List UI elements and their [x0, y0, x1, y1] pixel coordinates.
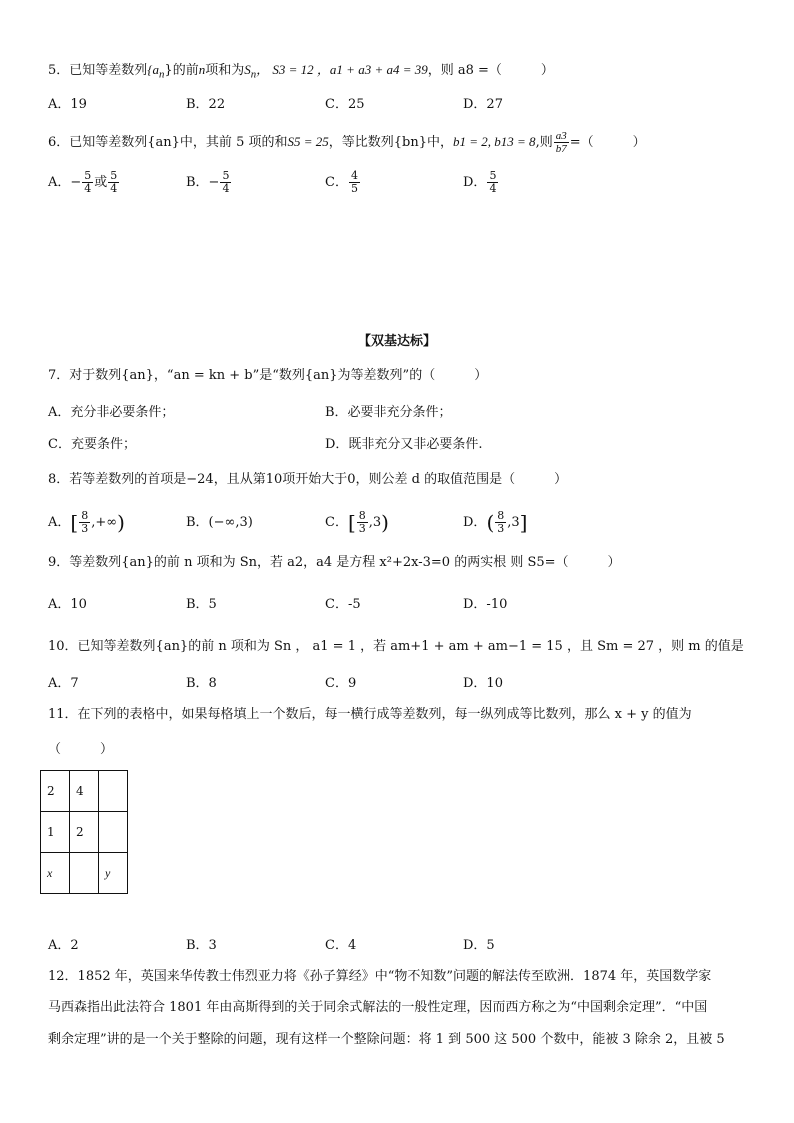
q6-option-b — [186, 170, 232, 195]
q6-optc-frac — [349, 170, 360, 195]
q12-line-1: 12．1852 年，英国来华传教士伟烈亚力将《孙子算经》中“物不知数”问题的解法传至欧洲．1874 年，英国数学家 — [48, 969, 712, 984]
q5-stem-mid2: 项和为 — [205, 63, 245, 78]
q5-option-c: C．25 — [325, 97, 365, 112]
section-title: 【双基达标】 — [357, 334, 436, 349]
q7-stem: 7．对于数列{an}，“an = kn + b”是“数列{an}为等差数列”的（ ） — [48, 368, 488, 383]
q8-option-b: B．(−∞,3) — [186, 515, 253, 530]
q11-stem: 11．在下列的表格中，如果每格填上一个数后，每一横行成等差数列，每一纵列成等比数列，那么 x + y 的值为 — [48, 707, 692, 722]
q8-optc-num: 8 — [358, 509, 366, 522]
q5-seq-close: } — [164, 63, 173, 78]
q8-optc-frac — [357, 510, 368, 535]
q8-opta-pre: A． — [48, 515, 71, 530]
table-row — [41, 812, 128, 853]
q6-stem — [48, 130, 646, 155]
q6-opta-frac1 — [82, 170, 93, 195]
q5-seq-sub: n — [158, 68, 165, 81]
q6-optc-den: 5 — [350, 182, 358, 195]
q12-line-3: 剩余定理”讲的是一个关于整除的问题，现有这样一个整除问题：将 1 到 500 这 500 个数中，能被 3 除余 2，且被 5 — [48, 1032, 725, 1047]
q9-option-a: A．10 — [48, 597, 87, 612]
q8-opta-den: 3 — [81, 522, 89, 535]
q8-optd-pre: D． — [463, 515, 487, 530]
q6-stem-mid: ，等比数列{bn}中， — [328, 135, 454, 150]
q6-tail: =（ ） — [569, 135, 646, 150]
q9-stem: 9．等差数列{an}的前 n 项和为 Sn，若 a2，a4 是方程 x²+2x-3=0 的两实根 则 S5=（ ） — [48, 555, 621, 570]
q5-stem — [48, 61, 554, 84]
table-row — [41, 853, 128, 894]
q6-optc-pre: C． — [325, 175, 348, 190]
q6-optd-den: 4 — [489, 182, 497, 195]
q6-stem-pre: 6．已知等差数列{an}中，其前 5 项的和 — [48, 135, 288, 150]
q7-option-d: D．既非充分又非必要条件. — [325, 437, 483, 452]
q6-optb-den: 4 — [222, 182, 230, 195]
q5-stem-pre: 5．已知等差数列 — [48, 63, 148, 78]
q6-optb-num: 5 — [222, 169, 230, 182]
q6-cond: b1 = 2, b13 = 8 — [453, 134, 536, 149]
q6-tail-pre: ,则 — [535, 135, 553, 150]
q6-opta-den2: 4 — [110, 182, 118, 195]
q6-optb-pre: B．− — [186, 175, 220, 190]
q8-option-c — [325, 510, 389, 535]
q7-option-a: A．充分非必要条件； — [48, 405, 175, 420]
q10-option-b: B．8 — [186, 676, 217, 691]
q6-fraction — [554, 130, 569, 155]
q8-opta-tail: ,+∞ — [91, 515, 118, 530]
q6-optd-frac — [487, 170, 498, 195]
q8-optc-den: 3 — [358, 522, 366, 535]
q8-optd-frac — [495, 510, 506, 535]
table-cell: 1 — [41, 812, 70, 853]
q5-seq: {a — [147, 62, 159, 77]
q5-cond1: ， S3 = 12 ， — [256, 62, 330, 77]
q6-s5: S5 = 25 — [287, 134, 329, 149]
q6-option-a — [48, 170, 120, 195]
table-cell: 2 — [41, 771, 70, 812]
q6-opta-pre: A．− — [48, 175, 82, 190]
q8-stem: 8．若等差数列的首项是−24，且从第10项开始大于0，则公差 d 的取值范围是（ ） — [48, 472, 568, 487]
q6-frac-den: b7 — [555, 143, 567, 155]
q10-option-a: A．7 — [48, 676, 79, 691]
q8-optd-tail: ,3 — [507, 515, 520, 530]
q5-S-sub: n — [250, 68, 257, 81]
table-cell — [99, 812, 128, 853]
q5-option-d: D．27 — [463, 97, 503, 112]
q5-stem-mid: 的前 — [172, 63, 199, 78]
q6-optb-frac — [220, 170, 231, 195]
q11-option-c: C．4 — [325, 938, 357, 953]
q6-opta-num2: 5 — [110, 169, 118, 182]
table-row — [41, 771, 128, 812]
q11-paren: （ ） — [48, 742, 114, 757]
q9-option-c: C．-5 — [325, 597, 361, 612]
table-cell: y — [99, 853, 128, 894]
q10-option-d: D．10 — [463, 676, 503, 691]
q5-option-b: B．22 — [186, 97, 226, 112]
q8-optc-pre: C． — [325, 515, 348, 530]
q7-option-c: C．充要条件； — [48, 437, 136, 452]
q6-option-d — [463, 170, 499, 195]
q8-optc-rparen: ) — [381, 510, 389, 535]
q9-option-d: D．-10 — [463, 597, 508, 612]
q12-line-2: 马西森指出此法符合 1801 年由高斯得到的关于同余式解法的一般性定理，因而西方称之为“中国剩余定理”．“中国 — [48, 1000, 708, 1015]
q9-option-b: B．5 — [186, 597, 217, 612]
q5-cond2: a1 + a3 + a4 = 39 — [329, 62, 428, 77]
q6-optc-num: 4 — [350, 169, 358, 182]
q8-opta-lbracket: [ — [70, 510, 79, 535]
table-cell — [70, 853, 99, 894]
q10-option-c: C．9 — [325, 676, 357, 691]
q6-optd-pre: D． — [463, 175, 487, 190]
table-cell: 2 — [70, 812, 99, 853]
q11-option-b: B．3 — [186, 938, 217, 953]
q7-option-b: B．必要非充分条件； — [325, 405, 452, 420]
q5-option-a: A．19 — [48, 97, 87, 112]
q6-opta-num1: 5 — [84, 169, 92, 182]
q8-optd-rbracket: ] — [519, 510, 528, 535]
q6-opta-den1: 4 — [84, 182, 92, 195]
q5-tail: ，则 a8 =（ ） — [427, 63, 554, 78]
q8-opta-rparen: ) — [117, 510, 125, 535]
q8-option-a — [48, 510, 125, 535]
table-cell: 4 — [70, 771, 99, 812]
q6-opta-mid: 或 — [94, 175, 108, 190]
q8-optd-den: 3 — [497, 522, 505, 535]
q6-optd-num: 5 — [489, 169, 497, 182]
q8-opta-frac — [79, 510, 90, 535]
q11-option-d: D．5 — [463, 938, 495, 953]
q8-optc-lbracket: [ — [347, 510, 356, 535]
q10-stem: 10．已知等差数列{an}的前 n 项和为 Sn ， a1 = 1 ，若 am+1 + am + am−1 = 15 ，且 Sm = 27 ，则 m 的值是 — [48, 639, 744, 654]
q8-optd-num: 8 — [497, 509, 505, 522]
q6-option-c — [325, 170, 361, 195]
q5-n: n — [198, 62, 206, 77]
q8-optc-tail: ,3 — [368, 515, 382, 530]
q5-S: S — [244, 62, 251, 77]
q11-table — [40, 770, 128, 894]
q8-optd-lparen: ( — [486, 510, 495, 535]
q8-option-d — [463, 510, 527, 535]
q6-opta-frac2 — [108, 170, 119, 195]
q11-option-a: A．2 — [48, 938, 79, 953]
q8-opta-num: 8 — [81, 509, 89, 522]
table-cell — [99, 771, 128, 812]
q6-frac-num: a3 — [555, 130, 567, 142]
table-cell: x — [41, 853, 70, 894]
